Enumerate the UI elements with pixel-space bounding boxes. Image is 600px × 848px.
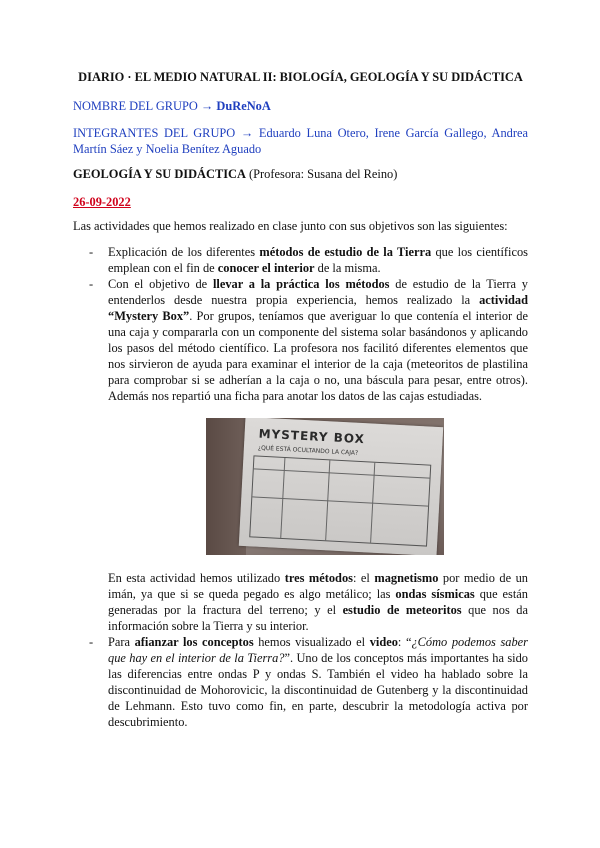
cont-text-c: : el [352, 571, 375, 585]
table-divider [254, 468, 430, 478]
item1-bold-methods: métodos de estudio de la Tierra [259, 245, 432, 259]
item2-text-c: de estudio de la Tierra y entenderlos desde nuestra propia experiencia, hemos realizado la [108, 277, 529, 307]
item3-text-c: hemos visualizado el [253, 635, 370, 649]
professor: (Profesora: Susana del Reino) [245, 167, 398, 181]
cont-bold-seismic: ondas sísmicas [395, 587, 475, 601]
item2-text-a: Con el objetivo de [108, 277, 213, 291]
list-item [73, 276, 528, 634]
table-divider [252, 496, 428, 506]
group-name-line [73, 98, 528, 114]
bullet-dash: - [89, 245, 94, 259]
bullet-dash: - [89, 635, 94, 649]
mystery-box-photo [206, 418, 444, 555]
cont-text-g: que están generadas por la fractura del terreno; y el [108, 587, 529, 617]
subject-line [73, 166, 528, 182]
list-item [73, 244, 528, 276]
subject-title: GEOLOGÍA Y SU DIDÁCTICA [73, 167, 246, 181]
methods-paragraph [108, 570, 528, 634]
item1-text-a: Explicación de los diferentes [108, 245, 260, 259]
item2-text-e: . Por grupos, teníamos que averiguar lo que contenía el interior de una caja y compararla con un componente del sistema solar basándonos y aplicando los pasos del método científico. La profesora nos facilitó diferentes elementos que nos sirvieron de ayuda para examinar el interior de la caja (meteoritos de plastilina para comprobar si se adherían a la caja o no, una báscula para pesar, entre otros). Además nos repartió una ficha para anotar los datos de las cajas estudiadas. [108, 309, 528, 403]
page-title: DIARIO · EL MEDIO NATURAL II: BIOLOGÍA, GEOLOGÍA Y SU DIDÁCTICA [78, 70, 523, 84]
bullet-dash: - [89, 277, 94, 291]
item2-bold-activity: actividad “Mystery Box” [108, 293, 528, 323]
item3-bold-video: video [369, 635, 398, 649]
activity-list [73, 244, 528, 730]
intro-text: Las actividades que hemos realizado en clase junto con sus objetivos son las siguientes: [73, 219, 508, 233]
cont-text-e: por medio de un imán, ya que si se queda pegado es algo metálico; las [108, 571, 528, 601]
entry-date: 26-09-2022 [73, 195, 131, 209]
item1-bold-interior: conocer el interior [217, 261, 315, 275]
item1-text-c: que los científicos emplean con el fin de [108, 245, 529, 275]
cont-text-i: que nos da información sobre la Tierra y su interior. [108, 603, 528, 633]
worksheet-header: MYSTERY BOX [258, 426, 366, 447]
video-title: ¿Cómo podemos saber que hay en el interior de la Tierra? [108, 635, 528, 665]
cont-bold-magnetism: magnetismo [374, 571, 439, 585]
worksheet-table [249, 455, 431, 546]
worksheet-image [239, 418, 443, 555]
list-item [73, 634, 528, 730]
item3-text-e: : “ [397, 635, 412, 649]
group-label: NOMBRE DEL GRUPO → [73, 99, 217, 113]
group-name: DuReNoA [216, 99, 271, 113]
item3-text-g: ”. Uno de los conceptos más importantes ha sido las diferencias entre ondas P y ondas S. También el video ha hablado sobre la discontinuidad de Mohorovicic, la discontinuidad de Gutenberg y la discontinuidad de Lehmann. Esto tuvo como fin, en parte, descubrir la metodología activa por descubrimiento. [108, 651, 528, 729]
item1-text-e: de la misma. [314, 261, 381, 275]
cont-bold-three-methods: tres métodos [284, 571, 353, 585]
item2-bold-practice: llevar a la práctica los métodos [212, 277, 390, 291]
item3-bold-concepts: afianzar los conceptos [134, 635, 254, 649]
cont-text-a: En esta actividad hemos utilizado [108, 571, 285, 585]
item3-text-a: Para [108, 635, 135, 649]
members-line: INTEGRANTES DEL GRUPO → Eduardo Luna Otero, Irene García Gallego, Andrea Martín Sáez y Noelia Benítez Aguado [73, 126, 528, 156]
worksheet-subheader: ¿QUÉ ESTÁ OCULTANDO LA CAJA? [257, 444, 359, 457]
cont-bold-meteorites: estudio de meteoritos [342, 603, 462, 617]
